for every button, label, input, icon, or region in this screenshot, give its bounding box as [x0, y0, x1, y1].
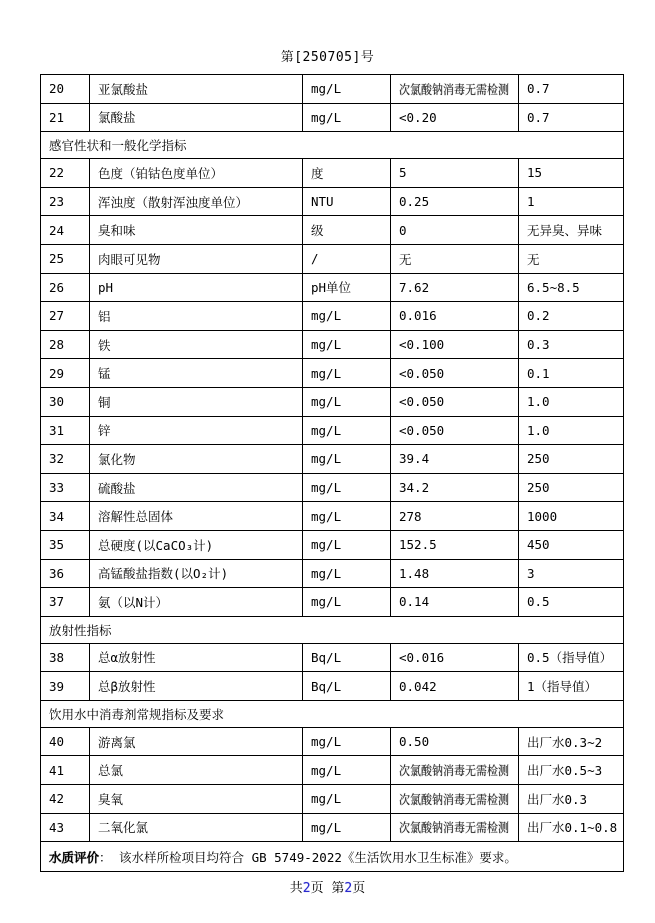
- col-limit: 250: [519, 445, 624, 474]
- col-item: 肉眼可见物: [90, 244, 303, 273]
- col-result: 34.2: [391, 473, 519, 502]
- col-result: 152.5: [391, 530, 519, 559]
- col-result: <0.016: [391, 643, 519, 672]
- col-item: 亚氯酸盐: [90, 75, 303, 104]
- col-no: 20: [41, 75, 90, 104]
- section-title: 饮用水中消毒剂常规指标及要求: [41, 700, 624, 727]
- section-title: 感官性状和一般化学指标: [41, 132, 624, 159]
- col-unit: mg/L: [303, 445, 391, 474]
- table-row: [41, 445, 624, 474]
- col-unit: Bq/L: [303, 672, 391, 701]
- col-limit: 6.5~8.5: [519, 273, 624, 302]
- col-unit: mg/L: [303, 502, 391, 531]
- table-row: [41, 159, 624, 188]
- col-unit: NTU: [303, 187, 391, 216]
- col-unit: /: [303, 244, 391, 273]
- col-result: 0.042: [391, 672, 519, 701]
- col-no: 37: [41, 588, 90, 617]
- table-row: [41, 588, 624, 617]
- col-limit: 1000: [519, 502, 624, 531]
- col-item: 溶解性总固体: [90, 502, 303, 531]
- col-result: <0.050: [391, 416, 519, 445]
- table-row: [41, 187, 624, 216]
- evaluation-text: ： 该水样所检项目均符合 GB 5749-2022《生活饮用水卫生标准》要求。: [99, 849, 517, 865]
- col-unit: 度: [303, 159, 391, 188]
- col-result: [391, 813, 519, 842]
- col-unit: mg/L: [303, 75, 391, 104]
- col-unit: Bq/L: [303, 643, 391, 672]
- table-row: [41, 473, 624, 502]
- footer-end-label: 页: [352, 881, 366, 897]
- filled-result-value: 次氯酸钠消毒无需检测: [399, 763, 510, 779]
- col-unit: mg/L: [303, 785, 391, 814]
- table-row: [41, 273, 624, 302]
- table-row: [41, 330, 624, 359]
- page-footer: [0, 877, 655, 896]
- filled-result-value: 次氯酸钠消毒无需检测: [399, 820, 510, 836]
- col-limit: 出厂水0.3~2: [519, 727, 624, 756]
- col-unit: mg/L: [303, 756, 391, 785]
- col-limit: 出厂水0.1~0.8: [519, 813, 624, 842]
- col-item: 铝: [90, 302, 303, 331]
- col-item: 氯化物: [90, 445, 303, 474]
- col-no: 21: [41, 103, 90, 132]
- col-no: 38: [41, 643, 90, 672]
- water-quality-table: [40, 74, 624, 872]
- col-unit: mg/L: [303, 359, 391, 388]
- col-result: <0.20: [391, 103, 519, 132]
- col-result: [391, 756, 519, 785]
- col-item: 二氧化氯: [90, 813, 303, 842]
- col-unit: 级: [303, 216, 391, 245]
- col-no: 35: [41, 530, 90, 559]
- col-item: 臭氧: [90, 785, 303, 814]
- col-item: 游离氯: [90, 727, 303, 756]
- col-unit: mg/L: [303, 559, 391, 588]
- col-result: 5: [391, 159, 519, 188]
- col-result: 0.016: [391, 302, 519, 331]
- filled-result-value: 次氯酸钠消毒无需检测: [399, 791, 510, 807]
- col-item: 硫酸盐: [90, 473, 303, 502]
- col-result: <0.050: [391, 387, 519, 416]
- col-item: 锰: [90, 359, 303, 388]
- col-limit: 250: [519, 473, 624, 502]
- col-item: pH: [90, 273, 303, 302]
- col-unit: mg/L: [303, 727, 391, 756]
- col-limit: 450: [519, 530, 624, 559]
- col-no: 25: [41, 244, 90, 273]
- col-limit: 出厂水0.5~3: [519, 756, 624, 785]
- col-no: 31: [41, 416, 90, 445]
- col-result: 0.14: [391, 588, 519, 617]
- col-result: 7.62: [391, 273, 519, 302]
- col-limit: 0.7: [519, 103, 624, 132]
- col-no: 22: [41, 159, 90, 188]
- table-row: [41, 643, 624, 672]
- col-item: 铁: [90, 330, 303, 359]
- col-result: 278: [391, 502, 519, 531]
- col-item: 浑浊度（散射浑浊度单位）: [90, 187, 303, 216]
- col-unit: mg/L: [303, 302, 391, 331]
- table-row: [41, 216, 624, 245]
- col-item: 臭和味: [90, 216, 303, 245]
- col-result: <0.050: [391, 359, 519, 388]
- col-limit: 1.0: [519, 387, 624, 416]
- col-limit: 1（指导值）: [519, 672, 624, 701]
- table-row: [41, 502, 624, 531]
- table-row: [41, 756, 624, 785]
- col-result: 1.48: [391, 559, 519, 588]
- col-item: 总氯: [90, 756, 303, 785]
- section-title: 放射性指标: [41, 616, 624, 643]
- col-unit: mg/L: [303, 416, 391, 445]
- table-row: [41, 387, 624, 416]
- col-no: 36: [41, 559, 90, 588]
- col-item: 总β放射性: [90, 672, 303, 701]
- col-limit: 0.3: [519, 330, 624, 359]
- col-item: 总α放射性: [90, 643, 303, 672]
- section-header-row: [41, 700, 624, 727]
- col-result: 无: [391, 244, 519, 273]
- col-limit: 0.1: [519, 359, 624, 388]
- col-no: 27: [41, 302, 90, 331]
- col-result: 0.50: [391, 727, 519, 756]
- col-item: 氯酸盐: [90, 103, 303, 132]
- col-limit: 0.2: [519, 302, 624, 331]
- evaluation-row: [41, 842, 624, 872]
- col-limit: 出厂水0.3: [519, 785, 624, 814]
- col-unit: mg/L: [303, 330, 391, 359]
- col-result: [391, 785, 519, 814]
- col-item: 总硬度(以CaCO₃计): [90, 530, 303, 559]
- table-row: [41, 727, 624, 756]
- col-limit: 1: [519, 187, 624, 216]
- col-no: 40: [41, 727, 90, 756]
- col-unit: mg/L: [303, 813, 391, 842]
- col-unit: pH单位: [303, 273, 391, 302]
- col-item: 色度（铂钴色度单位）: [90, 159, 303, 188]
- col-no: 23: [41, 187, 90, 216]
- table-row: [41, 530, 624, 559]
- table-row: [41, 416, 624, 445]
- col-no: 30: [41, 387, 90, 416]
- col-limit: 15: [519, 159, 624, 188]
- col-no: 33: [41, 473, 90, 502]
- col-item: 锌: [90, 416, 303, 445]
- col-no: 26: [41, 273, 90, 302]
- col-no: 24: [41, 216, 90, 245]
- col-item: 氨（以N计）: [90, 588, 303, 617]
- col-result: 39.4: [391, 445, 519, 474]
- col-unit: mg/L: [303, 387, 391, 416]
- report-number: 第[250705]号: [280, 50, 375, 65]
- col-item: 高锰酸盐指数(以O₂计): [90, 559, 303, 588]
- col-result: [391, 75, 519, 104]
- table-row: [41, 359, 624, 388]
- table-row: [41, 302, 624, 331]
- table-row: [41, 103, 624, 132]
- footer-middle-label: 页 第: [310, 881, 345, 897]
- col-limit: 无异臭、异味: [519, 216, 624, 245]
- footer-total-label: 共: [289, 881, 303, 897]
- table-row: [41, 813, 624, 842]
- col-unit: mg/L: [303, 530, 391, 559]
- evaluation-label: 水质评价: [49, 849, 100, 865]
- col-unit: mg/L: [303, 473, 391, 502]
- table-row: [41, 672, 624, 701]
- table-row: [41, 244, 624, 273]
- col-no: 32: [41, 445, 90, 474]
- col-no: 41: [41, 756, 90, 785]
- table-row: [41, 75, 624, 104]
- evaluation-cell: [41, 842, 624, 872]
- col-result: 0.25: [391, 187, 519, 216]
- section-header-row: [41, 132, 624, 159]
- footer-current-page: 2: [344, 881, 353, 897]
- col-no: 42: [41, 785, 90, 814]
- section-header-row: [41, 616, 624, 643]
- col-limit: 无: [519, 244, 624, 273]
- filled-result-value: 次氯酸钠消毒无需检测: [399, 81, 510, 97]
- col-item: 铜: [90, 387, 303, 416]
- col-unit: mg/L: [303, 103, 391, 132]
- col-no: 39: [41, 672, 90, 701]
- footer-total-pages: 2: [302, 881, 311, 897]
- col-no: 34: [41, 502, 90, 531]
- col-limit: 3: [519, 559, 624, 588]
- col-unit: mg/L: [303, 588, 391, 617]
- col-no: 43: [41, 813, 90, 842]
- col-limit: 0.7: [519, 75, 624, 104]
- col-limit: 0.5: [519, 588, 624, 617]
- table-row: [41, 559, 624, 588]
- table-row: [41, 785, 624, 814]
- col-limit: 1.0: [519, 416, 624, 445]
- col-limit: 0.5（指导值）: [519, 643, 624, 672]
- col-result: 0: [391, 216, 519, 245]
- col-no: 28: [41, 330, 90, 359]
- col-no: 29: [41, 359, 90, 388]
- col-result: <0.100: [391, 330, 519, 359]
